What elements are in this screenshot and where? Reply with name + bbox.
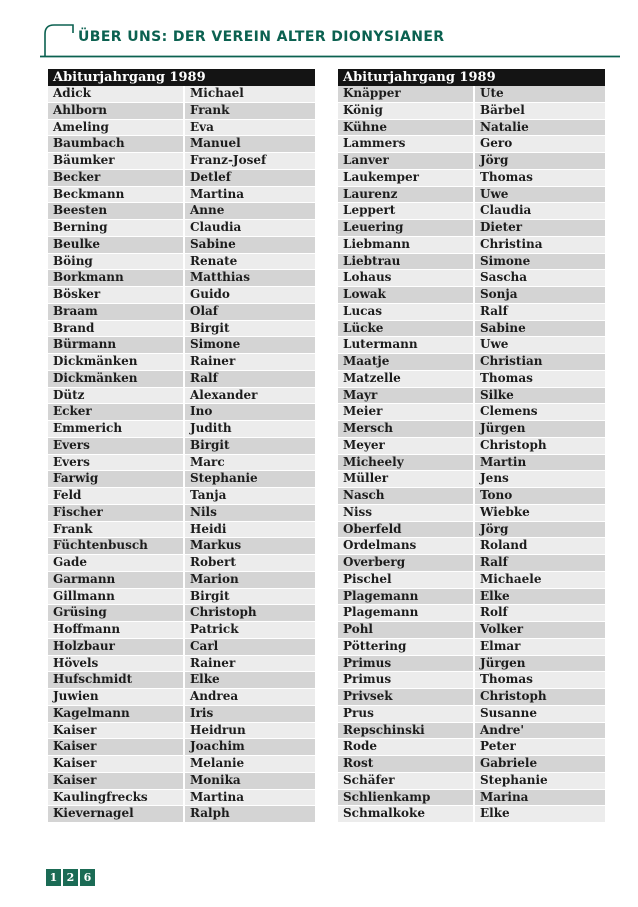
table-row — [48, 538, 315, 554]
surname-cell: Primus — [338, 672, 473, 688]
table-row — [48, 220, 315, 236]
firstname-cell: Rainer — [185, 656, 315, 672]
surname-cell: Baumbach — [48, 136, 183, 152]
table-row — [48, 371, 315, 387]
firstname-cell: Heidi — [185, 522, 315, 538]
table-row — [48, 304, 315, 320]
table-row — [48, 187, 315, 203]
table-row — [338, 136, 605, 152]
roster-body — [48, 86, 315, 822]
firstname-cell: Wiebke — [475, 505, 605, 521]
surname-cell: Garmann — [48, 572, 183, 588]
table-row — [338, 773, 605, 789]
surname-cell: Oberfeld — [338, 522, 473, 538]
table-row — [338, 187, 605, 203]
surname-cell: Kaiser — [48, 739, 183, 755]
firstname-cell: Ute — [475, 86, 605, 102]
surname-cell: König — [338, 103, 473, 119]
surname-cell: Rode — [338, 739, 473, 755]
surname-cell: Bäumker — [48, 153, 183, 169]
firstname-cell: Robert — [185, 555, 315, 571]
surname-cell: Micheely — [338, 455, 473, 471]
firstname-cell: Thomas — [475, 170, 605, 186]
firstname-cell: Alexander — [185, 388, 315, 404]
firstname-cell: Simone — [475, 254, 605, 270]
surname-cell: Berning — [48, 220, 183, 236]
table-row — [338, 270, 605, 286]
firstname-cell: Claudia — [475, 203, 605, 219]
surname-cell: Liebmann — [338, 237, 473, 253]
firstname-cell: Heidrun — [185, 723, 315, 739]
firstname-cell: Birgit — [185, 438, 315, 454]
firstname-cell: Tanja — [185, 488, 315, 504]
firstname-cell: Claudia — [185, 220, 315, 236]
firstname-cell: Gero — [475, 136, 605, 152]
roster-title: Abiturjahrgang 1989 — [338, 69, 605, 86]
table-row — [48, 254, 315, 270]
firstname-cell: Iris — [185, 706, 315, 722]
surname-cell: Beulke — [48, 237, 183, 253]
surname-cell: Lücke — [338, 321, 473, 337]
firstname-cell: Christian — [475, 354, 605, 370]
firstname-cell: Ralf — [185, 371, 315, 387]
table-row — [48, 723, 315, 739]
firstname-cell: Volker — [475, 622, 605, 638]
surname-cell: Repschinski — [338, 723, 473, 739]
firstname-cell: Elmar — [475, 639, 605, 655]
table-row — [48, 455, 315, 471]
surname-cell: Fischer — [48, 505, 183, 521]
surname-cell: Laukemper — [338, 170, 473, 186]
surname-cell: Bösker — [48, 287, 183, 303]
surname-cell: Lucas — [338, 304, 473, 320]
surname-cell: Rost — [338, 756, 473, 772]
surname-cell: Laurenz — [338, 187, 473, 203]
table-row — [338, 438, 605, 454]
table-row — [338, 790, 605, 806]
firstname-cell: Michaele — [475, 572, 605, 588]
table-row — [48, 337, 315, 353]
surname-cell: Füchtenbusch — [48, 538, 183, 554]
surname-cell: Overberg — [338, 555, 473, 571]
firstname-cell: Rolf — [475, 605, 605, 621]
firstname-cell: Andre' — [475, 723, 605, 739]
firstname-cell: Ino — [185, 404, 315, 420]
page-digit-box: 1 — [46, 869, 61, 886]
surname-cell: Adick — [48, 86, 183, 102]
surname-cell: Evers — [48, 455, 183, 471]
firstname-cell: Jürgen — [475, 421, 605, 437]
table-row — [48, 689, 315, 705]
table-row — [48, 756, 315, 772]
surname-cell: Dickmänken — [48, 371, 183, 387]
firstname-cell: Birgit — [185, 321, 315, 337]
table-row — [338, 120, 605, 136]
roster-body — [338, 86, 605, 822]
surname-cell: Knäpper — [338, 86, 473, 102]
firstname-cell: Elke — [475, 806, 605, 822]
firstname-cell: Stephanie — [185, 471, 315, 487]
table-row — [48, 488, 315, 504]
table-row — [338, 505, 605, 521]
table-row — [48, 203, 315, 219]
firstname-cell: Ralph — [185, 806, 315, 822]
table-row — [338, 254, 605, 270]
table-row — [48, 790, 315, 806]
firstname-cell: Manuel — [185, 136, 315, 152]
page-digit-box: 2 — [63, 869, 78, 886]
table-row — [48, 739, 315, 755]
table-row — [48, 589, 315, 605]
table-row — [48, 706, 315, 722]
firstname-cell: Silke — [475, 388, 605, 404]
firstname-cell: Joachim — [185, 739, 315, 755]
firstname-cell: Christina — [475, 237, 605, 253]
surname-cell: Borkmann — [48, 270, 183, 286]
surname-cell: Privsek — [338, 689, 473, 705]
surname-cell: Bürmann — [48, 337, 183, 353]
firstname-cell: Susanne — [475, 706, 605, 722]
firstname-cell: Bärbel — [475, 103, 605, 119]
table-row — [48, 773, 315, 789]
roster-table-left — [48, 69, 315, 823]
firstname-cell: Elke — [475, 589, 605, 605]
table-row — [48, 86, 315, 102]
surname-cell: Meier — [338, 404, 473, 420]
table-row — [338, 103, 605, 119]
firstname-cell: Jürgen — [475, 656, 605, 672]
table-row — [338, 739, 605, 755]
table-row — [338, 471, 605, 487]
firstname-cell: Sascha — [475, 270, 605, 286]
surname-cell: Pohl — [338, 622, 473, 638]
table-row — [48, 639, 315, 655]
firstname-cell: Marc — [185, 455, 315, 471]
page-header — [0, 0, 638, 60]
surname-cell: Schmalkoke — [338, 806, 473, 822]
surname-cell: Kievernagel — [48, 806, 183, 822]
surname-cell: Farwig — [48, 471, 183, 487]
firstname-cell: Sonja — [475, 287, 605, 303]
surname-cell: Kagelmann — [48, 706, 183, 722]
page-title: ÜBER UNS: DER VEREIN ALTER DIONYSIANER — [78, 29, 445, 45]
table-row — [338, 455, 605, 471]
surname-cell: Ameling — [48, 120, 183, 136]
table-row — [338, 672, 605, 688]
surname-cell: Gillmann — [48, 589, 183, 605]
firstname-cell: Michael — [185, 86, 315, 102]
firstname-cell: Birgit — [185, 589, 315, 605]
table-row — [338, 237, 605, 253]
surname-cell: Kühne — [338, 120, 473, 136]
table-row — [338, 572, 605, 588]
surname-cell: Schlienkamp — [338, 790, 473, 806]
firstname-cell: Gabriele — [475, 756, 605, 772]
surname-cell: Maatje — [338, 354, 473, 370]
table-row — [338, 371, 605, 387]
firstname-cell: Martin — [475, 455, 605, 471]
page-digit-box: 6 — [80, 869, 95, 886]
surname-cell: Grüsing — [48, 605, 183, 621]
table-row — [338, 337, 605, 353]
table-row — [48, 404, 315, 420]
firstname-cell: Guido — [185, 287, 315, 303]
table-row — [48, 656, 315, 672]
table-row — [338, 354, 605, 370]
surname-cell: Beesten — [48, 203, 183, 219]
surname-cell: Emmerich — [48, 421, 183, 437]
table-row — [48, 153, 315, 169]
surname-cell: Lohaus — [338, 270, 473, 286]
table-row — [48, 136, 315, 152]
table-row — [338, 170, 605, 186]
firstname-cell: Detlef — [185, 170, 315, 186]
surname-cell: Prus — [338, 706, 473, 722]
surname-cell: Becker — [48, 170, 183, 186]
firstname-cell: Christoph — [185, 605, 315, 621]
firstname-cell: Eva — [185, 120, 315, 136]
firstname-cell: Dieter — [475, 220, 605, 236]
firstname-cell: Christoph — [475, 438, 605, 454]
firstname-cell: Stephanie — [475, 773, 605, 789]
table-row — [48, 806, 315, 822]
surname-cell: Hoffmann — [48, 622, 183, 638]
surname-cell: Beckmann — [48, 187, 183, 203]
table-row — [338, 220, 605, 236]
surname-cell: Ahlborn — [48, 103, 183, 119]
surname-cell: Kaiser — [48, 773, 183, 789]
surname-cell: Gade — [48, 555, 183, 571]
firstname-cell: Simone — [185, 337, 315, 353]
table-row — [48, 103, 315, 119]
table-row — [338, 605, 605, 621]
roster-table-right — [338, 69, 605, 823]
firstname-cell: Tono — [475, 488, 605, 504]
firstname-cell: Marina — [475, 790, 605, 806]
surname-cell: Frank — [48, 522, 183, 538]
surname-cell: Hövels — [48, 656, 183, 672]
table-row — [48, 522, 315, 538]
table-row — [48, 287, 315, 303]
firstname-cell: Markus — [185, 538, 315, 554]
firstname-cell: Olaf — [185, 304, 315, 320]
table-row — [338, 86, 605, 102]
firstname-cell: Anne — [185, 203, 315, 219]
surname-cell: Braam — [48, 304, 183, 320]
table-row — [338, 287, 605, 303]
surname-cell: Kaiser — [48, 756, 183, 772]
table-row — [338, 388, 605, 404]
firstname-cell: Clemens — [475, 404, 605, 420]
table-row — [338, 522, 605, 538]
table-row — [338, 689, 605, 705]
table-row — [48, 438, 315, 454]
surname-cell: Lanver — [338, 153, 473, 169]
firstname-cell: Marion — [185, 572, 315, 588]
firstname-cell: Elke — [185, 672, 315, 688]
table-row — [48, 120, 315, 136]
table-row — [48, 237, 315, 253]
firstname-cell: Judith — [185, 421, 315, 437]
firstname-cell: Peter — [475, 739, 605, 755]
surname-cell: Lammers — [338, 136, 473, 152]
firstname-cell: Natalie — [475, 120, 605, 136]
table-row — [48, 321, 315, 337]
surname-cell: Matzelle — [338, 371, 473, 387]
surname-cell: Dütz — [48, 388, 183, 404]
table-row — [48, 170, 315, 186]
surname-cell: Leppert — [338, 203, 473, 219]
surname-cell: Nasch — [338, 488, 473, 504]
firstname-cell: Carl — [185, 639, 315, 655]
surname-cell: Mayr — [338, 388, 473, 404]
surname-cell: Dickmänken — [48, 354, 183, 370]
table-row — [338, 723, 605, 739]
surname-cell: Evers — [48, 438, 183, 454]
surname-cell: Lutermann — [338, 337, 473, 353]
table-row — [338, 153, 605, 169]
firstname-cell: Jörg — [475, 522, 605, 538]
firstname-cell: Ralf — [475, 555, 605, 571]
table-row — [338, 639, 605, 655]
table-row — [48, 672, 315, 688]
firstname-cell: Sabine — [475, 321, 605, 337]
firstname-cell: Christoph — [475, 689, 605, 705]
table-row — [338, 321, 605, 337]
table-row — [338, 622, 605, 638]
firstname-cell: Franz-Josef — [185, 153, 315, 169]
surname-cell: Primus — [338, 656, 473, 672]
table-row — [338, 706, 605, 722]
firstname-cell: Roland — [475, 538, 605, 554]
surname-cell: Plagemann — [338, 605, 473, 621]
firstname-cell: Thomas — [475, 672, 605, 688]
table-row — [48, 388, 315, 404]
firstname-cell: Matthias — [185, 270, 315, 286]
surname-cell: Lowak — [338, 287, 473, 303]
firstname-cell: Jörg — [475, 153, 605, 169]
surname-cell: Holzbaur — [48, 639, 183, 655]
table-row — [48, 270, 315, 286]
surname-cell: Hufschmidt — [48, 672, 183, 688]
surname-cell: Schäfer — [338, 773, 473, 789]
page-number — [46, 869, 97, 886]
table-row — [338, 756, 605, 772]
surname-cell: Meyer — [338, 438, 473, 454]
firstname-cell: Melanie — [185, 756, 315, 772]
surname-cell: Ecker — [48, 404, 183, 420]
surname-cell: Pöttering — [338, 639, 473, 655]
firstname-cell: Andrea — [185, 689, 315, 705]
table-row — [338, 304, 605, 320]
table-row — [48, 605, 315, 621]
table-row — [48, 471, 315, 487]
table-row — [338, 421, 605, 437]
firstname-cell: Monika — [185, 773, 315, 789]
firstname-cell: Rainer — [185, 354, 315, 370]
firstname-cell: Renate — [185, 254, 315, 270]
surname-cell: Plagemann — [338, 589, 473, 605]
surname-cell: Böing — [48, 254, 183, 270]
firstname-cell: Jens — [475, 471, 605, 487]
firstname-cell: Uwe — [475, 337, 605, 353]
surname-cell: Ordelmans — [338, 538, 473, 554]
table-row — [48, 572, 315, 588]
surname-cell: Müller — [338, 471, 473, 487]
surname-cell: Juwien — [48, 689, 183, 705]
table-row — [338, 555, 605, 571]
surname-cell: Brand — [48, 321, 183, 337]
firstname-cell: Nils — [185, 505, 315, 521]
table-row — [338, 589, 605, 605]
table-row — [338, 203, 605, 219]
firstname-cell: Thomas — [475, 371, 605, 387]
table-row — [338, 806, 605, 822]
table-row — [48, 354, 315, 370]
table-row — [338, 404, 605, 420]
firstname-cell: Martina — [185, 187, 315, 203]
table-row — [338, 538, 605, 554]
table-row — [338, 656, 605, 672]
table-row — [48, 505, 315, 521]
firstname-cell: Martina — [185, 790, 315, 806]
surname-cell: Feld — [48, 488, 183, 504]
firstname-cell: Ralf — [475, 304, 605, 320]
table-row — [48, 421, 315, 437]
firstname-cell: Uwe — [475, 187, 605, 203]
surname-cell: Leuering — [338, 220, 473, 236]
firstname-cell: Frank — [185, 103, 315, 119]
surname-cell: Mersch — [338, 421, 473, 437]
roster-title: Abiturjahrgang 1989 — [48, 69, 315, 86]
surname-cell: Kaiser — [48, 723, 183, 739]
table-row — [338, 488, 605, 504]
table-row — [48, 622, 315, 638]
surname-cell: Niss — [338, 505, 473, 521]
table-row — [48, 555, 315, 571]
firstname-cell: Patrick — [185, 622, 315, 638]
surname-cell: Liebtrau — [338, 254, 473, 270]
firstname-cell: Sabine — [185, 237, 315, 253]
surname-cell: Kaulingfrecks — [48, 790, 183, 806]
surname-cell: Pischel — [338, 572, 473, 588]
